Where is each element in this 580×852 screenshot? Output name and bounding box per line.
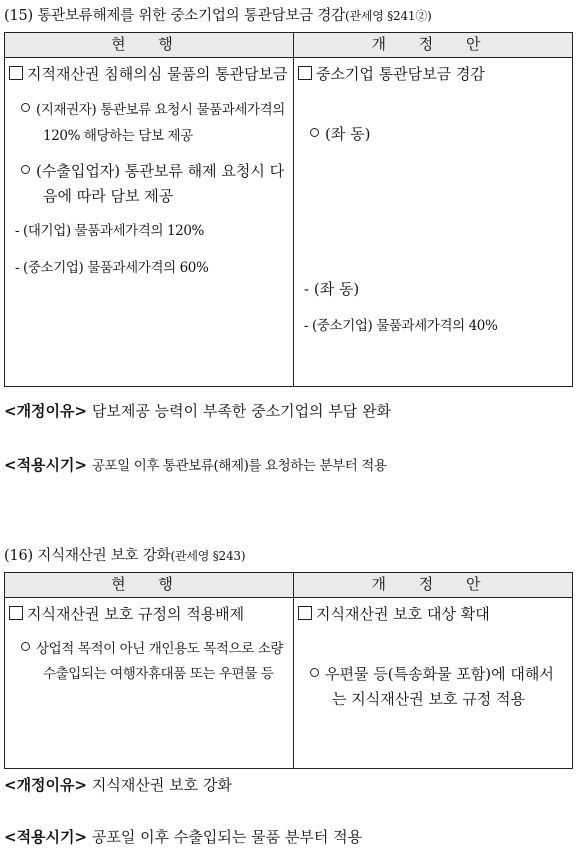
- reason-label: <개정이유>: [4, 402, 88, 420]
- checkbox-square-icon: [298, 606, 312, 620]
- revised-bullet-1: [298, 662, 568, 712]
- revised-bullet-1-text: 우편물 등(특송화물 포함)에 대해서는 지식재산권 보호 규정 적용: [325, 665, 554, 708]
- revised-cell: [294, 598, 573, 769]
- effective-text: 공포일 이후 수출입되는 물품 분부터 적용: [91, 828, 363, 846]
- effective-text: 공포일 이후 통관보류(해제)를 요청하는 분부터 적용: [91, 458, 387, 474]
- current-box-text: 지식재산권 보호 규정의 적용배제: [27, 605, 245, 623]
- revised-box-item: [298, 602, 568, 627]
- circle-bullet-icon: [310, 128, 319, 137]
- checkbox-square-icon: [9, 606, 23, 620]
- current-box-text: 지적재산권 침해의심 물품의 통관담보금: [27, 65, 288, 83]
- current-bullet-1: [9, 97, 289, 149]
- col-header-current: 현 행: [5, 33, 294, 58]
- section-16-reason: [4, 774, 232, 795]
- checkbox-square-icon: [9, 66, 23, 80]
- col-header-current: 현 행: [5, 573, 294, 598]
- current-dash-2: - (중소기업) 물품과세가격의 60%: [15, 260, 209, 276]
- section-15-ref: (관세영 §241②): [344, 9, 432, 23]
- revised-dash-2: - (중소기업) 물품과세가격의 40%: [304, 318, 498, 334]
- section-16-effective: [4, 826, 362, 847]
- section-15-table: [4, 32, 573, 387]
- revised-dash-1: - (좌 동): [304, 280, 360, 298]
- col-header-revised: 개 정 안: [294, 573, 573, 598]
- effective-label: <적용시기>: [4, 828, 88, 846]
- section-16-title-text: (16) 지식재산권 보호 강화: [4, 548, 171, 564]
- reason-text: 담보제공 능력이 부족한 중소기업의 부담 완화: [91, 402, 392, 420]
- section-16-table: [4, 572, 573, 769]
- checkbox-square-icon: [298, 66, 312, 80]
- section-16-ref: (관세영 §243): [170, 549, 246, 563]
- circle-bullet-icon: [310, 668, 319, 677]
- circle-bullet-icon: [21, 165, 30, 174]
- section-15-effective: [4, 454, 387, 475]
- current-bullet-1-text: 상업적 목적이 아닌 개인용도 목적으로 소량 수출입되는 여행자휴대품 또는 우편물 등: [36, 641, 283, 682]
- revised-box-item: [298, 62, 568, 87]
- current-box-item: [9, 62, 289, 87]
- circle-bullet-icon: [21, 642, 30, 651]
- current-bullet-1: [9, 637, 289, 687]
- effective-label: <적용시기>: [4, 456, 88, 474]
- section-15-title-text: (15) 통관보류해제를 위한 중소기업의 통관담보금 경감: [4, 8, 345, 24]
- section-15-title: [4, 4, 432, 25]
- revised-cell: [294, 58, 573, 387]
- current-cell: [5, 58, 294, 387]
- reason-label: <개정이유>: [4, 776, 88, 794]
- revised-box-text: 중소기업 통관담보금 경감: [316, 65, 485, 83]
- col-header-revised: 개 정 안: [294, 33, 573, 58]
- section-15-reason: [4, 400, 391, 421]
- current-bullet-2: [9, 159, 289, 209]
- current-box-item: [9, 602, 289, 627]
- current-bullet-2-text: (수출입업자) 통관보류 해제 요청시 다음에 따라 담보 제공: [36, 162, 285, 205]
- current-cell: [5, 598, 294, 769]
- revised-bullet-1: [298, 122, 568, 147]
- reason-text: 지식재산권 보호 강화: [91, 776, 232, 794]
- current-dash-1: - (대기업) 물품과세가격의 120%: [15, 223, 204, 239]
- circle-bullet-icon: [21, 103, 30, 112]
- revised-bullet-1-text: (좌 동): [325, 125, 371, 143]
- current-bullet-1-text: (지재권자) 통관보류 요청시 물품과세가격의 120% 해당하는 담보 제공: [36, 102, 285, 144]
- section-16-title: [4, 544, 245, 565]
- revised-box-text: 지식재산권 보호 대상 확대: [316, 605, 490, 623]
